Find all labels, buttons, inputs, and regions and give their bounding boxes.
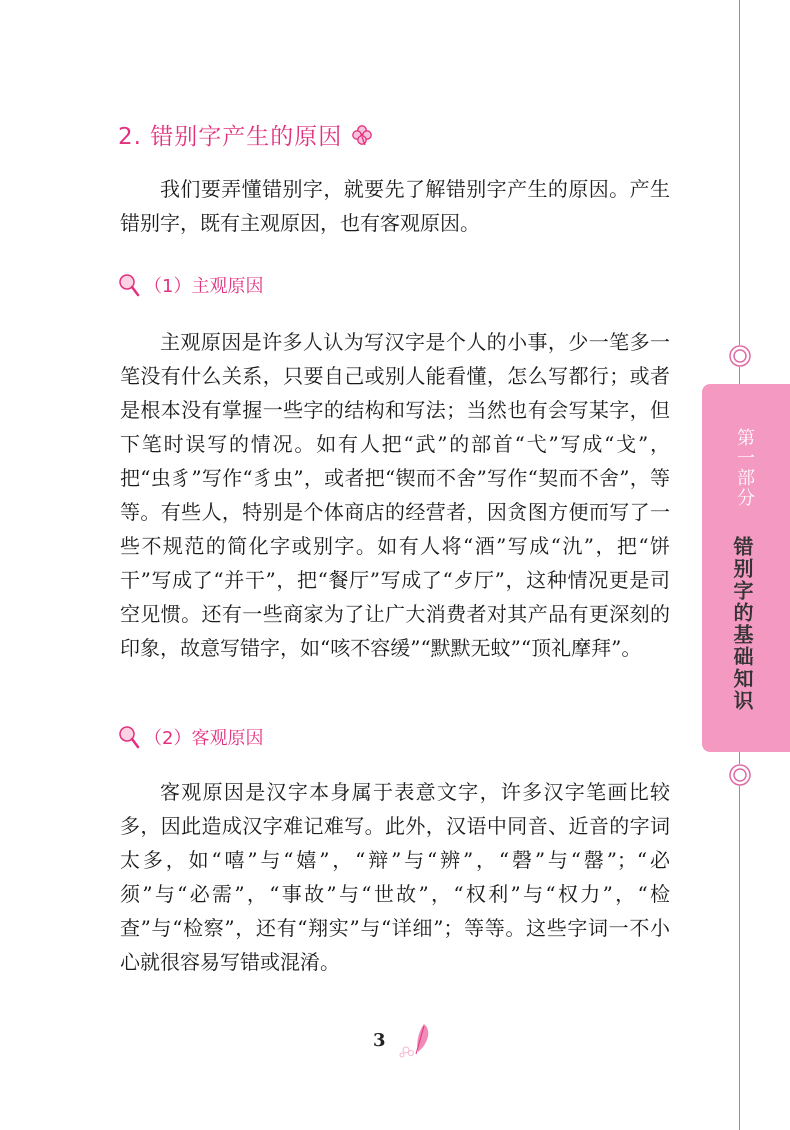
feather-icon xyxy=(398,1022,438,1058)
intro-paragraph: 我们要弄懂错别字，就要先了解错别字产生的原因。产生错别字，既有主观原因，也有客观原因。 xyxy=(120,177,670,235)
margin-line-top xyxy=(739,0,740,345)
chapter-label: 错别字的基础知识 xyxy=(730,536,754,712)
subheading-2 xyxy=(118,724,263,750)
margin-line-mid xyxy=(739,367,740,384)
magnifier-icon xyxy=(118,725,140,749)
part-label: 第一部分 xyxy=(734,428,755,508)
subheading-1 xyxy=(118,272,263,298)
flower-icon xyxy=(350,123,374,147)
section-title xyxy=(118,118,374,151)
subheading-1-text: （1）主观原因 xyxy=(144,276,264,297)
subsection-2-paragraph: 客观原因是汉字本身属于表意文字，许多汉字笔画比较多，因此造成汉字难记难写。此外，汉语中同音、近音的字词太多，如“嘻”与“嬉”，“辩”与“辨”，“磬”与“罄”；“必须”与“必需”，“事故”与“世故”，“权利”与“权力”，“检查”与“检察”，还有“翔实”与“详细”；等等。这些字词一不小心就很容易写错或混淆。 xyxy=(120,780,670,974)
margin-line-mid2 xyxy=(739,752,740,764)
magnifier-icon xyxy=(118,273,140,297)
subheading-2-text: （2）客观原因 xyxy=(144,728,264,749)
subsection-1-paragraph: 主观原因是许多人认为写汉字是个人的小事，少一笔多一笔没有什么关系，只要自己或别人能看懂，怎么写都行；或者是根本没有掌握一些字的结构和写法；当然也有会写某字，但下笔时误写的情况。如有人把“武”的部首“弋”写成“戈”，把“虫豸”写作“豸虫”，或者把“锲而不舍”写作“契而不舍”，等等。有些人，特别是个体商店的经营者，因贪图方便而写了一些不规范的简化字或别字。如有人将“酒”写成“氿”，把“饼干”写成了“并干”，把“餐厅”写成了“歺厅”，这种情况更是司空见惯。还有一些商家为了让广大消费者对其产品有更深刻的印象，故意写错字，如“咳不容缓”“默默无蚊”“顶礼摩拜”。 xyxy=(120,330,670,660)
chapter-side-tab xyxy=(702,384,790,752)
ring-icon xyxy=(729,345,751,367)
margin-line-bottom xyxy=(739,786,740,1130)
ring-icon xyxy=(729,764,751,786)
section-title-text: 2. 错别字产生的原因 xyxy=(118,124,343,150)
page-number: 3 xyxy=(373,1030,386,1051)
